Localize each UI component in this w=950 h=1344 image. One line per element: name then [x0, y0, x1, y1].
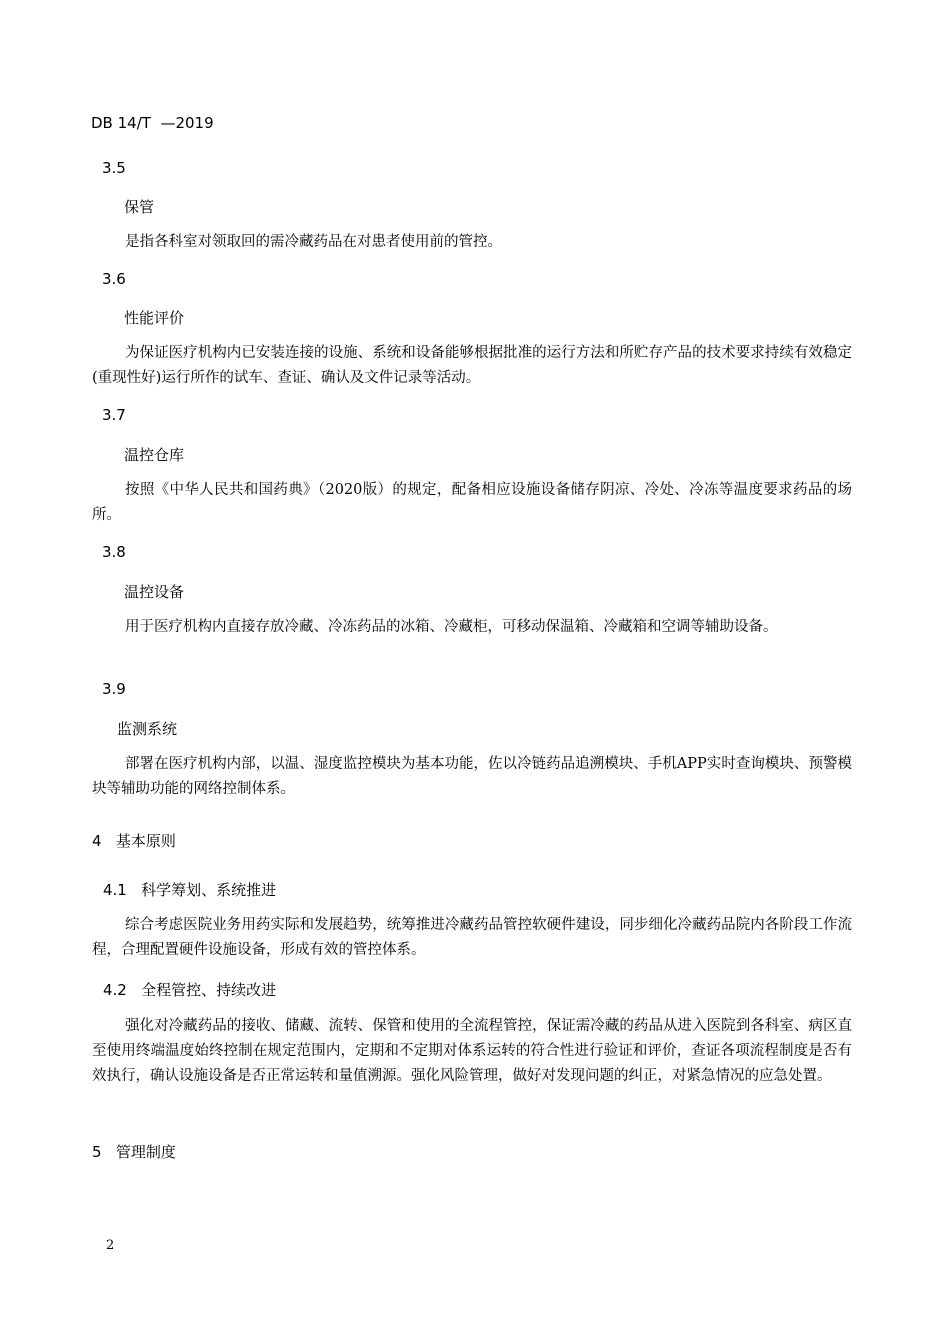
term-number: 3.6: [102, 270, 126, 288]
subsection-text: 综合考虑医院业务用药实际和发展趋势，统筹推进冷藏药品管控软硬件建设，同步细化冷藏药品院内各阶段工作流程，合理配置硬件设施设备，形成有效的管控体系。: [92, 917, 852, 958]
subsection-text: 强化对冷藏药品的接收、储藏、流转、保管和使用的全流程管控，保证需冷藏的药品从进入医院到各科室、病区直至使用终端温度始终控制在规定范围内，定期和不定期对体系运转的符合性进行验证和评价，查证各项流程制度是否有效执行，确认设施设备是否正常运转和量值溯源。强化风险管理，做好对发现问题的纠正，对紧急情况的应急处置。: [92, 1018, 852, 1084]
term-title: 温控设备: [124, 583, 185, 601]
term-definition: 部署在医疗机构内部，以温、湿度监控模块为基本功能，佐以冷链药品追溯模块、手机APP实时查询模块、预警模块等辅助功能的网络控制体系。: [92, 756, 852, 797]
term-title: 温控仓库: [124, 446, 185, 464]
term-number: 3.5: [102, 159, 126, 177]
term-definition: 是指各科室对领取回的需冷藏药品在对患者使用前的管控。: [125, 234, 502, 250]
document-header-id: DB 14/T —2019: [91, 114, 214, 132]
section-heading: 5 管理制度: [92, 1143, 176, 1161]
term-number: 3.8: [102, 543, 126, 561]
term-title: 性能评价: [124, 309, 185, 327]
term-number: 3.7: [102, 406, 126, 424]
term-title: 监测系统: [117, 720, 178, 738]
term-title: 保管: [124, 198, 155, 216]
term-definition: 按照《中华人民共和国药典》（2020版）的规定，配备相应设施设备储存阴凉、冷处、冷冻等温度要求药品的场所。: [92, 482, 852, 523]
section-heading: 4 基本原则: [92, 832, 176, 850]
term-definition: 为保证医疗机构内已安装连接的设施、系统和设备能够根据批准的运行方法和所贮存产品的技术要求持续有效稳定(重现性好)运行所作的试车、查证、确认及文件记录等活动。: [92, 345, 852, 386]
term-number: 3.9: [102, 680, 126, 698]
term-definition: 用于医疗机构内直接存放冷藏、冷冻药品的冰箱、冷藏柜，可移动保温箱、冷藏箱和空调等辅助设备。: [125, 619, 778, 635]
subsection-heading: 4.1 科学筹划、系统推进: [103, 881, 277, 899]
page-number: 2: [106, 1238, 115, 1253]
subsection-heading: 4.2 全程管控、持续改进: [103, 981, 277, 999]
